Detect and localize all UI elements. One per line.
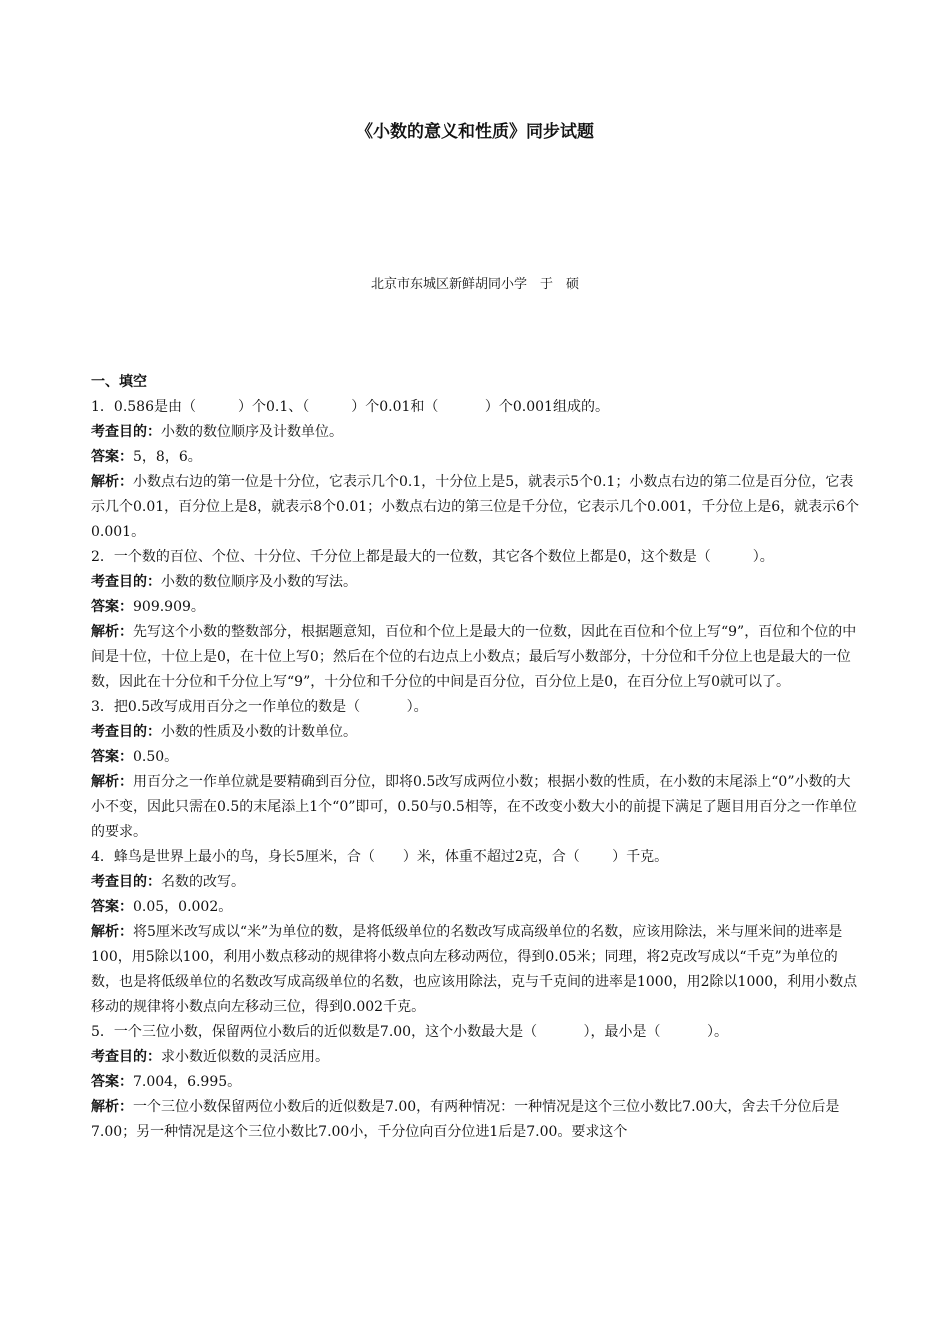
analysis-2 [91, 620, 861, 695]
analysis-text: 小数点右边的第一位是十分位，它表示几个0.1，十分位上是5，就表示5个0.1；小数点右边的第二位是百分位，它表示几个0.01，百分位上是8，就表示8个0.01；小数点右边的第三位是千分位，它表示几个0.001，千分位上是6，就表示6个0.001。 [91, 474, 860, 540]
analysis-text: 将5厘米改写成以“米”为单位的数，是将低级单位的名数改写成高级单位的名数，应该用除法，米与厘米间的进率是100，用5除以100，利用小数点移动的规律将小数点向左移动两位，得到0.05米；同理，将2克改写成以“千克”为单位的数，也是将低级单位的名数改写成高级单位的名数，也应该用除法，克与千克间的进率是1000，用2除以1000，利用小数点移动的规律将小数点向左移动三位，得到0.002千克。 [91, 924, 858, 1015]
answer-3 [91, 745, 861, 770]
analysis-3 [91, 770, 861, 845]
purpose-text: 名数的改写。 [161, 874, 245, 890]
question-3: 3．把0.5改写成用百分之一作单位的数是（ ）。 [91, 699, 428, 715]
purpose-text: 求小数近似数的灵活应用。 [161, 1049, 329, 1065]
analysis-label: 解析： [91, 774, 133, 790]
answer-label: 答案： [91, 599, 133, 615]
answer-4 [91, 895, 861, 920]
purpose-label: 考查目的： [91, 424, 161, 440]
purpose-text: 小数的性质及小数的计数单位。 [161, 724, 357, 740]
answer-label: 答案： [91, 449, 133, 465]
answer-label: 答案： [91, 899, 133, 915]
author-line: 北京市东城区新鲜胡同小学 于 硕 [370, 277, 579, 292]
analysis-5 [91, 1095, 861, 1145]
answer-2 [91, 595, 861, 620]
question-5: 5．一个三位小数，保留两位小数后的近似数是7.00，这个小数最大是（ ），最小是（ ）。 [91, 1024, 728, 1040]
question-1: 1．0.586是由（ ）个0.1、（ ）个0.01和（ ）个0.001组成的。 [91, 399, 609, 415]
answer-text: 7.004，6.995。 [133, 1074, 242, 1090]
purpose-2 [91, 570, 861, 595]
answer-label: 答案： [91, 1074, 133, 1090]
document-title: 《小数的意义和性质》同步试题 [356, 122, 594, 142]
answer-text: 0.05，0.002。 [133, 899, 233, 915]
purpose-5 [91, 1045, 861, 1070]
question-2: 2．一个数的百位、个位、十分位、千分位上都是最大的一位数，其它各个数位上都是0，这个数是（ ）。 [91, 549, 774, 565]
answer-text: 909.909。 [133, 599, 205, 615]
analysis-label: 解析： [91, 1099, 133, 1115]
purpose-text: 小数的数位顺序及计数单位。 [161, 424, 343, 440]
section-heading: 一、填空 [91, 374, 147, 390]
document-body [91, 370, 861, 1145]
purpose-label: 考查目的： [91, 1049, 161, 1065]
analysis-label: 解析： [91, 624, 133, 640]
analysis-text: 先写这个小数的整数部分，根据题意知，百位和个位上是最大的一位数，因此在百位和个位上写“9”，百位和个位的中间是十位，十位上是0，在十位上写0；然后在个位的右边点上小数点；最后写小数部分，十分位和千分位上也是最大的一位数，因此在十分位和千分位上写“9”，十分位和千分位的中间是百分位，百分位上是0，在百分位上写0就可以了。 [91, 624, 857, 690]
answer-text: 0.50。 [133, 749, 179, 765]
answer-5 [91, 1070, 861, 1095]
purpose-1 [91, 420, 861, 445]
purpose-label: 考查目的： [91, 874, 161, 890]
purpose-3 [91, 720, 861, 745]
purpose-label: 考查目的： [91, 724, 161, 740]
purpose-4 [91, 870, 861, 895]
analysis-text: 用百分之一作单位就是要精确到百分位，即将0.5改写成两位小数；根据小数的性质，在小数的末尾添上“0”小数的大小不变，因此只需在0.5的末尾添上1个“0”即可，0.50与0.5相等，在不改变小数大小的前提下满足了题目用百分之一作单位的要求。 [91, 774, 857, 840]
analysis-4 [91, 920, 861, 1020]
analysis-label: 解析： [91, 474, 133, 490]
purpose-text: 小数的数位顺序及小数的写法。 [161, 574, 357, 590]
answer-1 [91, 445, 861, 470]
analysis-text: 一个三位小数保留两位小数后的近似数是7.00，有两种情况：一种情况是这个三位小数比7.00大，舍去千分位后是7.00；另一种情况是这个三位小数比7.00小，千分位向百分位进1后是7.00。要求这个 [91, 1099, 840, 1140]
answer-text: 5，8，6。 [133, 449, 202, 465]
analysis-label: 解析： [91, 924, 133, 940]
question-4: 4．蜂鸟是世界上最小的鸟，身长5厘米，合（ ）米，体重不超过2克，合（ ）千克。 [91, 849, 669, 865]
answer-label: 答案： [91, 749, 133, 765]
purpose-label: 考查目的： [91, 574, 161, 590]
analysis-1 [91, 470, 861, 545]
